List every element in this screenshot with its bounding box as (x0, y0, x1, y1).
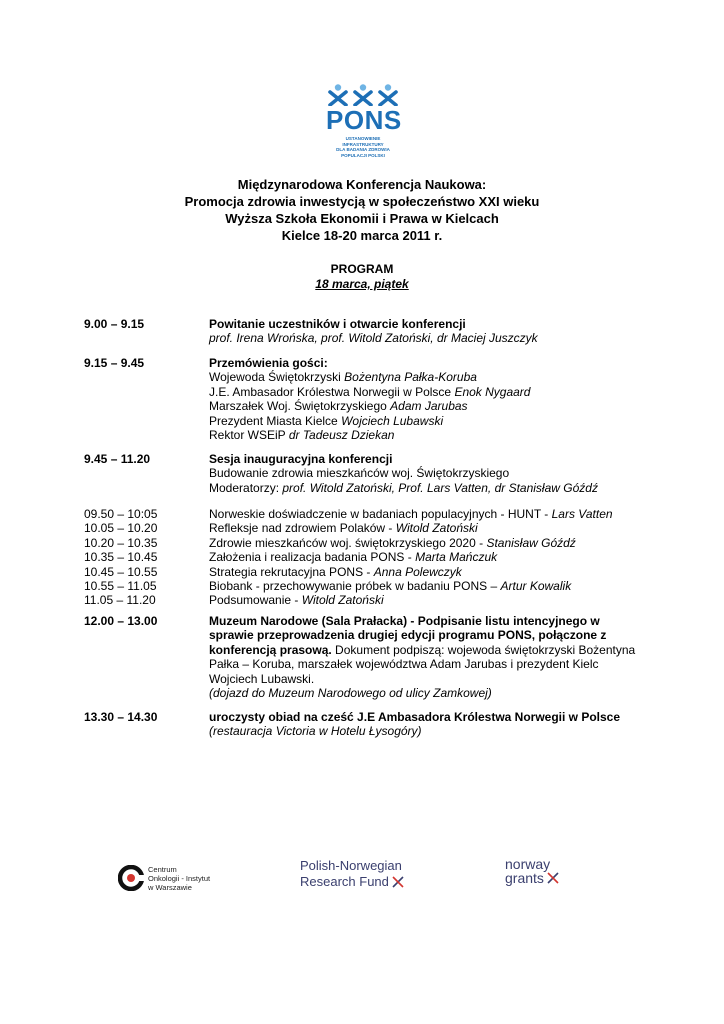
talk-row: 11.05 – 11.20 Podsumowanie - Witold Zatoński (84, 593, 384, 608)
session-subtitle: Budowanie zdrowia mieszkańców woj. Świętokrzyskiego (209, 466, 510, 481)
talk-row: 10.45 – 10.55 Strategia rekrutacyjna PONS - Anna Polewczyk (84, 564, 462, 579)
title-line: Promocja zdrowia inwestycją w społeczeństwo XXI wieku (184, 194, 540, 209)
conference-title (0, 176, 724, 244)
session-time: 9.45 – 11.20 (84, 452, 151, 466)
people-icon (328, 84, 398, 106)
program-label: PROGRAM (330, 262, 394, 276)
session-title: uroczysty obiad na cześć J.E Ambasadora Królestwa Norwegii w Polsce (209, 710, 621, 724)
norway-grants-logo: norway grants (505, 858, 560, 898)
session-title: Powitanie uczestników i otwarcie konferencji (209, 317, 466, 331)
program-heading (0, 262, 724, 292)
centrum-onkologii-logo: Centrum Onkologii - Instytut w Warszawie (118, 858, 210, 898)
moderators: Moderatorzy: prof. Witold Zatoński, Prof. Lars Vatten, dr Stanisław Góźdź (209, 480, 598, 495)
talk-row: 10.05 – 10.20 Refleksje nad zdrowiem Polaków - Witold Zatoński (84, 521, 478, 536)
pons-logo (326, 84, 400, 158)
session-description: Muzeum Narodowe (Sala Prałacka) - Podpisanie listu intencyjnego w sprawie przeprowadzenia drugiej edycji programu PONS, połączone z konferencją prasową. Dokument podpiszą: wojewoda świętokrzyski Bożentyna Pałka – Koruba, marszałek województwa Adam Jarubas i prezydent Kielc Wojciech Lubawski. (209, 614, 636, 686)
session-title: Sesja inauguracyjna konferencji (209, 452, 393, 466)
session-dinner (84, 710, 644, 739)
guest-line: Marszałek Woj. Świętokrzyskiego Adam Jarubas (209, 399, 468, 414)
session-opening (84, 317, 644, 346)
guest-line: Rektor WSEiP dr Tadeusz Dziekan (209, 428, 395, 443)
pons-logo-subtitle: USTANOWIENIE INFRASTRUKTURY DLA BADANIA ZDROWIA POPULACJI POLSKI (336, 136, 390, 158)
session-note: (dojazd do Muzeum Narodowego od ulicy Zamkowej) (209, 686, 492, 701)
talk-row: 10.55 – 11.05 Biobank - przechowywanie próbek w badaniu PONS – Artur Kowalik (84, 579, 572, 594)
title-line: Wyższa Szkoła Ekonomii i Prawa w Kielcach (225, 211, 499, 226)
pons-logo-text: PONS (326, 105, 402, 135)
talk-row: 09.50 – 10:05 Norweskie doświadczenie w badaniach populacyjnych - HUNT - Lars Vatten (84, 507, 613, 521)
polish-norwegian-research-fund-logo: Polish-Norwegian Research Fund (300, 858, 405, 898)
cross-arrow-icon (546, 871, 560, 885)
session-inaugural (84, 452, 644, 495)
talk-row: 10.35 – 10.45 Założenia i realizacja badania PONS - Marta Mańczuk (84, 550, 498, 565)
guest-line: J.E. Ambasador Królestwa Norwegii w Polsce Enok Nygaard (209, 384, 531, 399)
session-people: prof. Irena Wrońska, prof. Witold Zatoński, dr Maciej Juszczyk (209, 331, 538, 346)
session-time: 9.15 – 9.45 (84, 356, 145, 370)
talks-list (84, 507, 644, 608)
program-date: 18 marca, piątek (315, 277, 409, 291)
guest-line: Prezydent Miasta Kielce Wojciech Lubawski (209, 413, 444, 428)
title-line: Kielce 18-20 marca 2011 r. (281, 228, 443, 243)
session-title: Przemówienia gości: (209, 356, 328, 370)
session-time: 13.30 – 14.30 (84, 710, 158, 724)
talk-row: 10.20 – 10.35 Zdrowie mieszkańców woj. świętokrzyskiego 2020 - Stanisław Góźdź (84, 535, 576, 550)
centrum-icon (118, 865, 144, 891)
session-time: 12.00 – 13.00 (84, 614, 158, 628)
title-line: Międzynarodowa Konferencja Naukowa: (237, 177, 487, 192)
cross-arrow-icon (391, 875, 405, 889)
session-time: 9.00 – 9.15 (84, 317, 145, 331)
guest-line: Wojewoda Świętokrzyski Bożentyna Pałka-Koruba (209, 370, 477, 385)
session-guest-speeches (84, 356, 644, 442)
session-museum (84, 614, 644, 700)
session-note: (restauracja Victoria w Hotelu Łysogóry) (209, 724, 422, 739)
